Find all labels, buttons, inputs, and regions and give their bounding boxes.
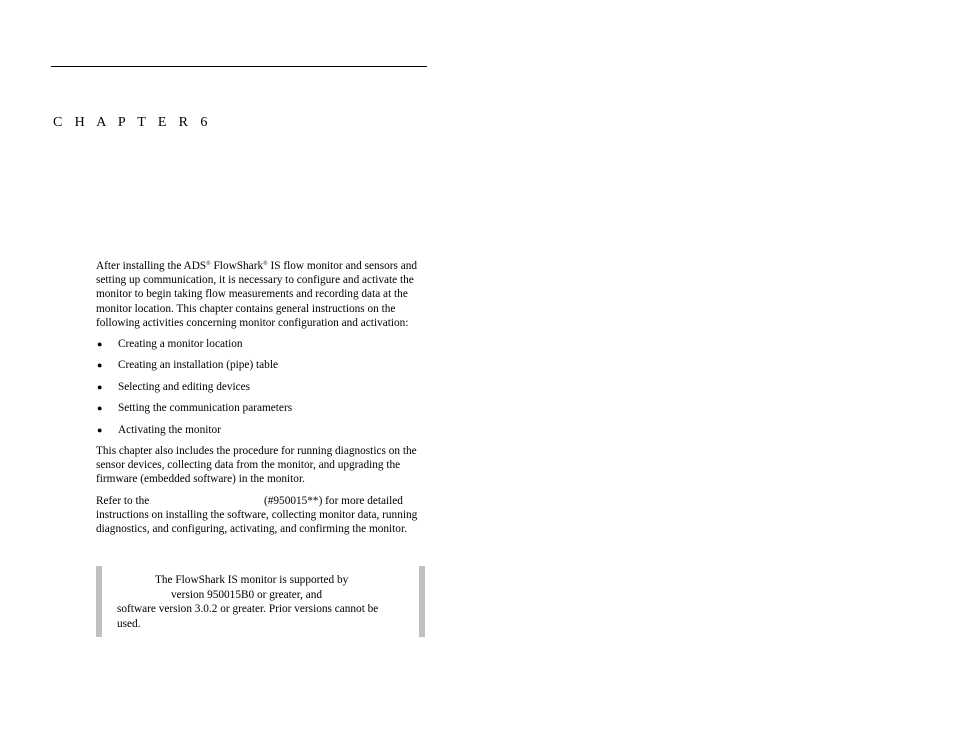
bullet-icon: ●: [97, 381, 103, 392]
registered-mark: ®: [206, 261, 211, 267]
bullet-icon: ●: [97, 424, 103, 435]
list-item: ● Activating the monitor: [97, 423, 221, 436]
bullet-icon: ●: [97, 403, 103, 414]
activity-list: [96, 337, 428, 437]
list-item: ● Setting the communication parameters: [97, 402, 293, 415]
chapter-heading: C H A P T E R 6: [53, 115, 212, 130]
bullet-icon: ●: [97, 339, 103, 350]
list-item: ● Creating a monitor location: [97, 338, 243, 351]
header-rule: [51, 66, 427, 67]
note-box: [96, 566, 425, 637]
intro-paragraph: After installing the ADS® FlowShark® IS flow monitor and sensors and setting up communication, it is necessary to configure and activate the monitor to begin taking flow measurements and recording data at the monitor location. This chapter contains general instructions on the following activities concerning monitor configuration and activation:: [96, 260, 418, 329]
registered-mark: ®: [263, 261, 268, 267]
bullet-icon: ●: [97, 360, 103, 371]
diagnostics-paragraph: This chapter also includes the procedure for running diagnostics on the sensor devices, collecting data from the monitor, and upgrading the firmware (embedded software) in the monitor.: [96, 444, 417, 486]
list-item: ● Creating an installation (pipe) table: [97, 359, 278, 372]
refer-paragraph: Refer to the (#950015**) for more detailed instructions on installing the software, collecting monitor data, running diagnostics, and configuring, activating, and confirming the monitor.: [96, 494, 418, 535]
note-text: The FlowShark IS monitor is supported by version 950015B0 or greater, and software version 3.0.2 or greater. Prior versions cannot be used.: [117, 574, 379, 630]
list-item: ● Selecting and editing devices: [97, 380, 251, 393]
body-column: [96, 259, 428, 536]
